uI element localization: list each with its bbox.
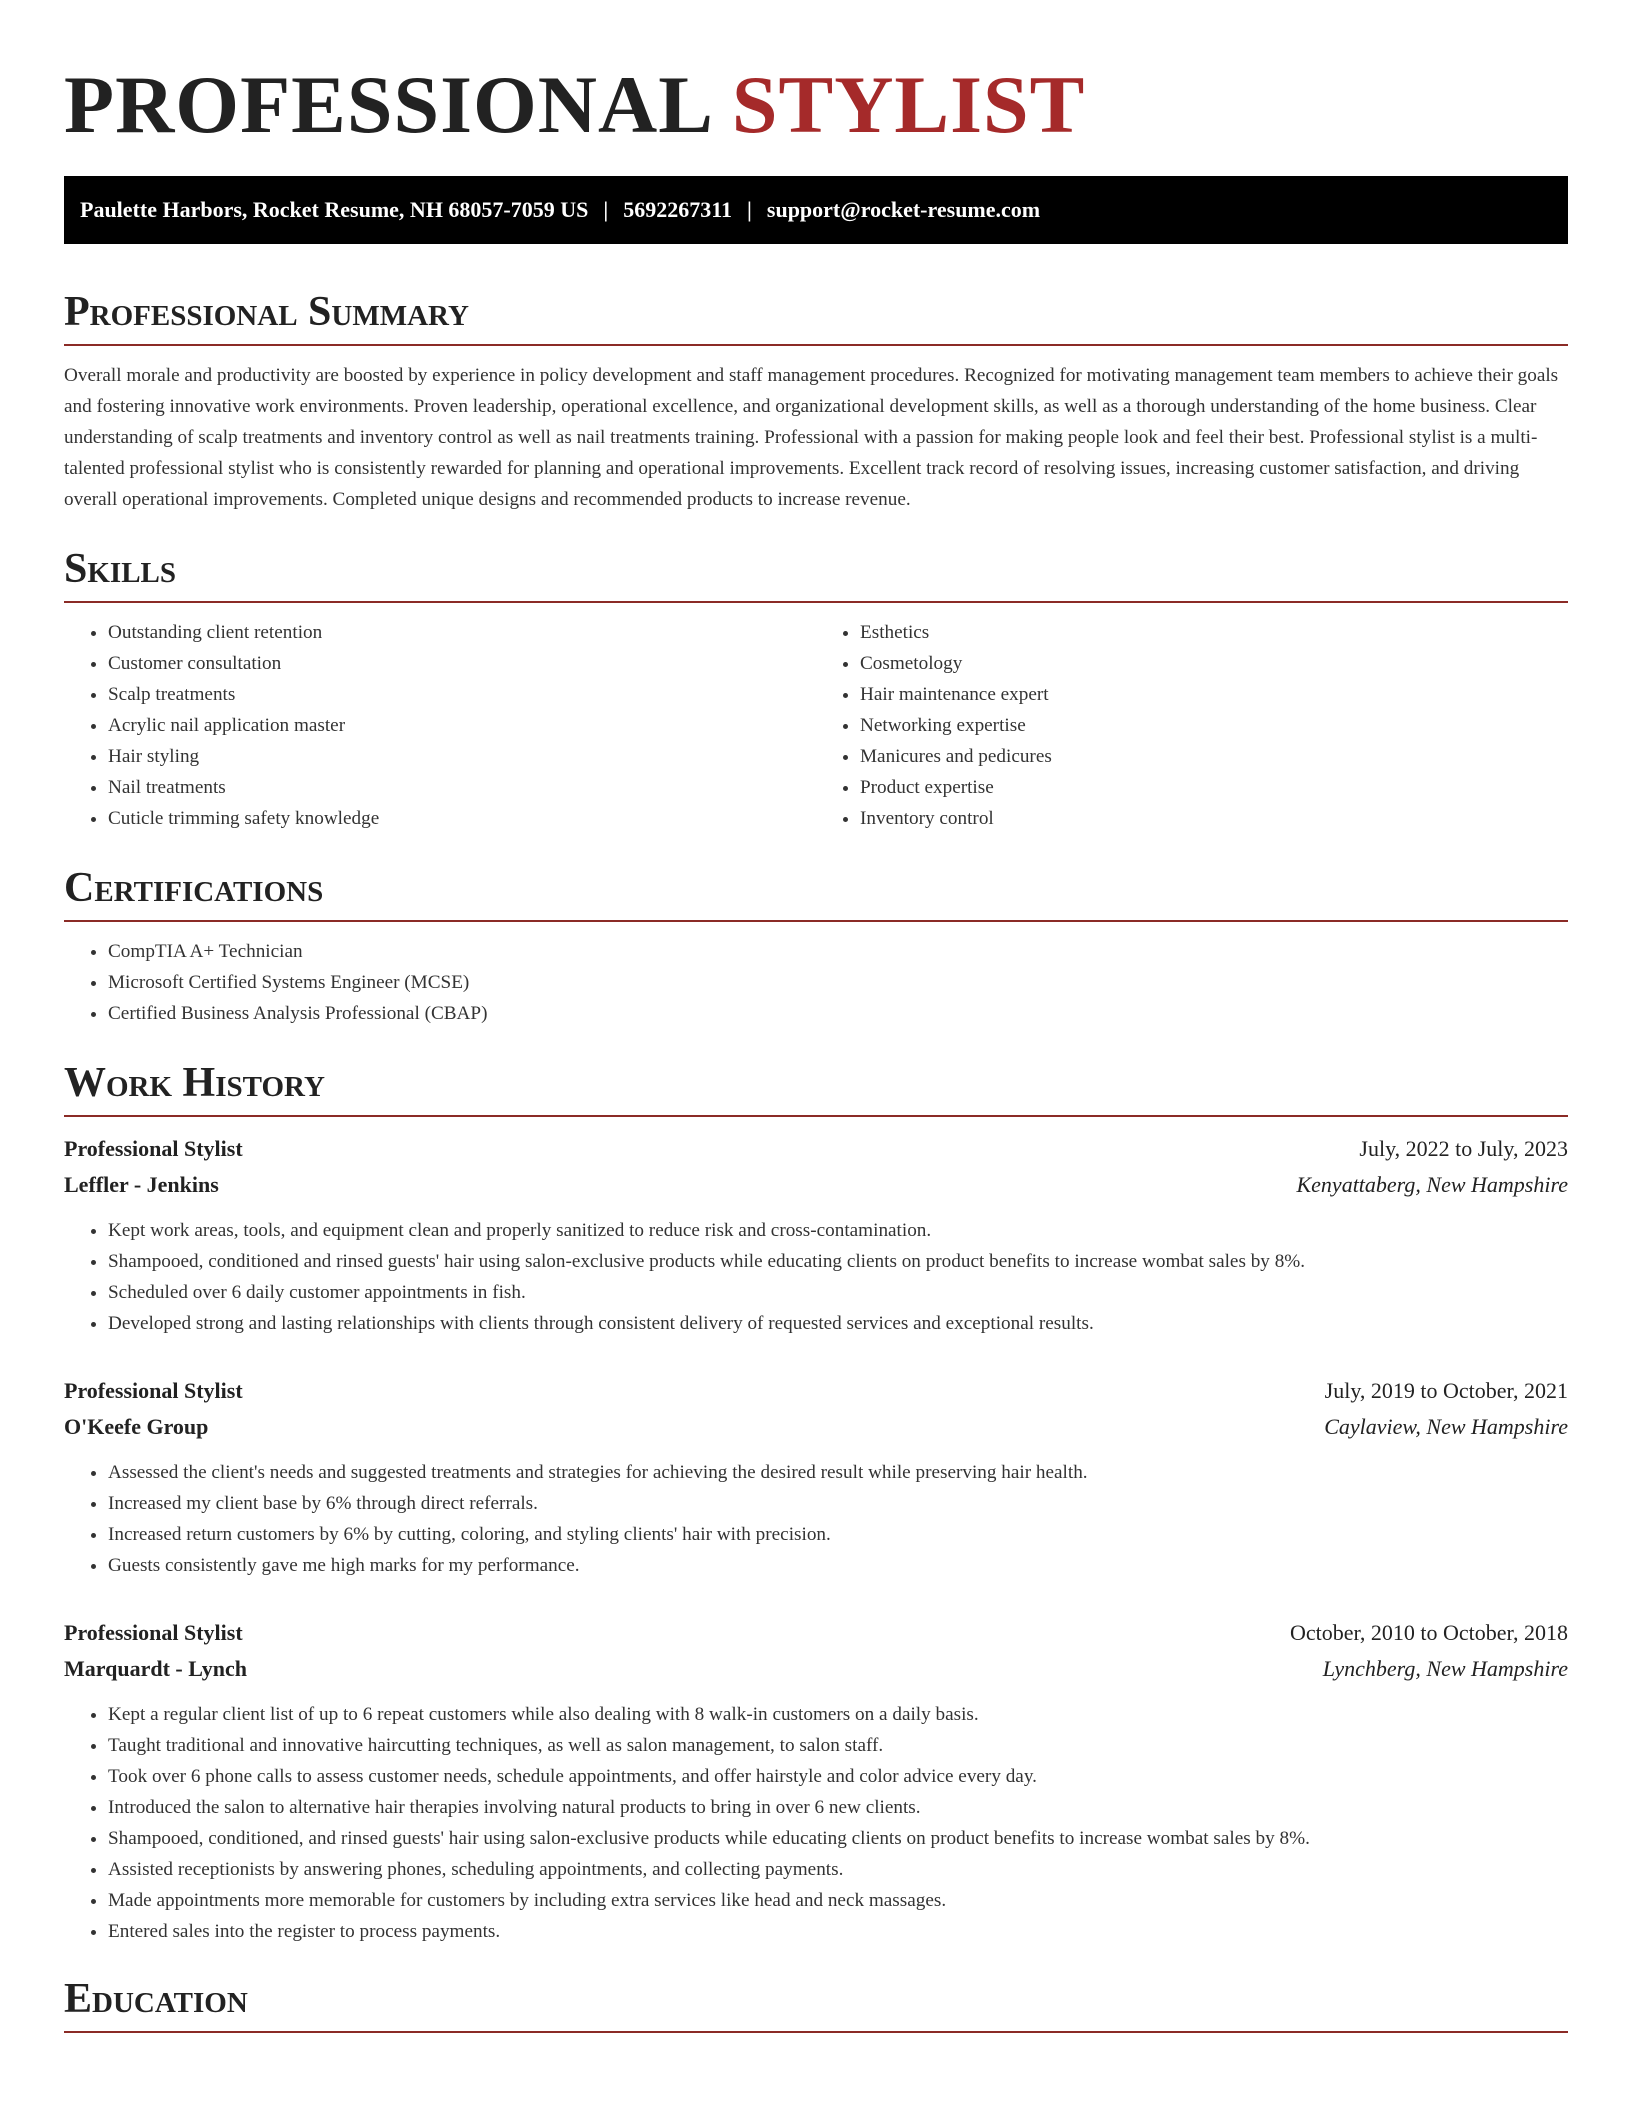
job-entry xyxy=(64,1615,1568,1947)
skills-column-right xyxy=(816,617,1568,834)
skill-item: • Outstanding client retention xyxy=(108,617,816,648)
certifications-list xyxy=(64,936,1568,1029)
skill-item: • Networking expertise xyxy=(860,710,1568,741)
job-bullet: • Took over 6 phone calls to assess customer needs, schedule appointments, and offer hairstyle and color advice every day. xyxy=(108,1761,1568,1792)
resume-title xyxy=(64,59,1568,150)
job-bullet: • Taught traditional and innovative haircutting techniques, as well as salon management, to salon staff. xyxy=(108,1730,1568,1761)
job-bullet: • Increased my client base by 6% through direct referrals. xyxy=(108,1488,1568,1519)
job-bullet: • Kept work areas, tools, and equipment clean and properly sanitized to reduce risk and cross-contamination. xyxy=(108,1215,1568,1246)
skill-item: • Customer consultation xyxy=(108,648,816,679)
job-title-row xyxy=(64,1373,1568,1409)
job-company: Leffler - Jenkins xyxy=(64,1172,219,1197)
skill-item: • Esthetics xyxy=(860,617,1568,648)
job-bullets xyxy=(64,1457,1568,1581)
resume-page xyxy=(64,0,1568,2033)
job-bullet: • Increased return customers by 6% by cutting, coloring, and styling clients' hair with precision. xyxy=(108,1519,1568,1550)
certification-item: • Certified Business Analysis Professional (CBAP) xyxy=(108,998,1568,1029)
contact-phone: 5692267311 xyxy=(623,197,733,222)
job-company-row xyxy=(64,1409,1568,1445)
job-bullet: • Entered sales into the register to process payments. xyxy=(108,1916,1568,1947)
contact-bar xyxy=(64,176,1568,244)
skill-item: • Hair maintenance expert xyxy=(860,679,1568,710)
title-first-word: PROFESSIONAL xyxy=(64,59,714,150)
job-title: Professional Stylist xyxy=(64,1136,243,1161)
title-second-word: STYLIST xyxy=(731,59,1086,150)
job-bullet: • Made appointments more memorable for customers by including extra services like head and neck massages. xyxy=(108,1885,1568,1916)
job-entry xyxy=(64,1131,1568,1339)
skill-item: • Hair styling xyxy=(108,741,816,772)
skill-item: • Cosmetology xyxy=(860,648,1568,679)
education-heading: Education xyxy=(64,1975,1568,2033)
job-title: Professional Stylist xyxy=(64,1620,243,1645)
job-dates: October, 2010 to October, 2018 xyxy=(1289,1620,1568,1645)
summary-text: Overall morale and productivity are boosted by experience in policy development and staff management procedures. Recognized for motivating management team members to achieve their goals and fostering innovative work environments. Proven leadership, operational excellence, and organizational development skills, as well as a thorough understanding of the home business. Clear understanding of scalp treatments and inventory control as well as nail treatments training. Professional with a passion for making people look and feel their best. Professional stylist is a multi-talented professional stylist who is consistently rewarded for planning and operational improvements. Excellent track record of resolving issues, increasing customer satisfaction, and driving overall operational improvements. Completed unique designs and recommended products to increase revenue. xyxy=(64,365,1559,510)
job-company: O'Keefe Group xyxy=(64,1414,209,1439)
skill-item: • Inventory control xyxy=(860,803,1568,834)
skill-item: • Scalp treatments xyxy=(108,679,816,710)
skill-item: • Manicures and pedicures xyxy=(860,741,1568,772)
certification-item: • Microsoft Certified Systems Engineer (MCSE) xyxy=(108,967,1568,998)
summary-heading: Professional Summary xyxy=(64,288,1568,346)
contact-address: Paulette Harbors, Rocket Resume, NH 68057-7059 US xyxy=(80,197,589,222)
job-dates: July, 2019 to October, 2021 xyxy=(1324,1378,1568,1403)
skills-column-left xyxy=(64,617,816,834)
skill-item: • Nail treatments xyxy=(108,772,816,803)
job-title: Professional Stylist xyxy=(64,1378,243,1403)
work-history-heading: Work History xyxy=(64,1059,1568,1117)
skills-list xyxy=(64,617,1568,834)
skills-heading: Skills xyxy=(64,545,1568,603)
job-bullet: • Introduced the salon to alternative hair therapies involving natural products to bring in over 6 new clients. xyxy=(108,1792,1568,1823)
job-bullet: • Guests consistently gave me high marks for my performance. xyxy=(108,1550,1568,1581)
job-company-row xyxy=(64,1167,1568,1203)
job-location: Kenyattaberg, New Hampshire xyxy=(1296,1172,1568,1197)
work-history-list xyxy=(64,1131,1568,1947)
job-location: Lynchberg, New Hampshire xyxy=(1322,1656,1568,1681)
job-dates: July, 2022 to July, 2023 xyxy=(1359,1136,1568,1161)
skill-item: • Product expertise xyxy=(860,772,1568,803)
job-bullet: • Scheduled over 6 daily customer appointments in fish. xyxy=(108,1277,1568,1308)
job-bullets xyxy=(64,1215,1568,1339)
contact-email: support@rocket-resume.com xyxy=(766,197,1041,222)
job-bullet: • Shampooed, conditioned, and rinsed guests' hair using salon-exclusive products while educating clients on product benefits to increase wombat sales by 8%. xyxy=(108,1823,1568,1854)
certifications-heading: Certifications xyxy=(64,864,1568,922)
skill-item: • Acrylic nail application master xyxy=(108,710,816,741)
job-bullets xyxy=(64,1699,1568,1947)
job-entry xyxy=(64,1373,1568,1581)
contact-separator: | xyxy=(747,197,752,222)
job-bullet: • Assessed the client's needs and suggested treatments and strategies for achieving the desired result while preserving hair health. xyxy=(108,1457,1568,1488)
job-company: Marquardt - Lynch xyxy=(64,1656,247,1681)
job-location: Caylaview, New Hampshire xyxy=(1324,1414,1568,1439)
job-bullet: • Shampooed, conditioned and rinsed guests' hair using salon-exclusive products while educating clients on product benefits to increase wombat sales by 8%. xyxy=(108,1246,1568,1277)
job-bullet: • Assisted receptionists by answering phones, scheduling appointments, and collecting payments. xyxy=(108,1854,1568,1885)
skill-item: • Cuticle trimming safety knowledge xyxy=(108,803,816,834)
contact-separator: | xyxy=(603,197,609,222)
job-title-row xyxy=(64,1131,1568,1167)
job-title-row xyxy=(64,1615,1568,1651)
job-company-row xyxy=(64,1651,1568,1687)
job-bullet: • Kept a regular client list of up to 6 repeat customers while also dealing with 8 walk-in customers on a daily basis. xyxy=(108,1699,1568,1730)
job-bullet: • Developed strong and lasting relationships with clients through consistent delivery of requested services and exceptional results. xyxy=(108,1308,1568,1339)
certification-item: • CompTIA A+ Technician xyxy=(108,936,1568,967)
